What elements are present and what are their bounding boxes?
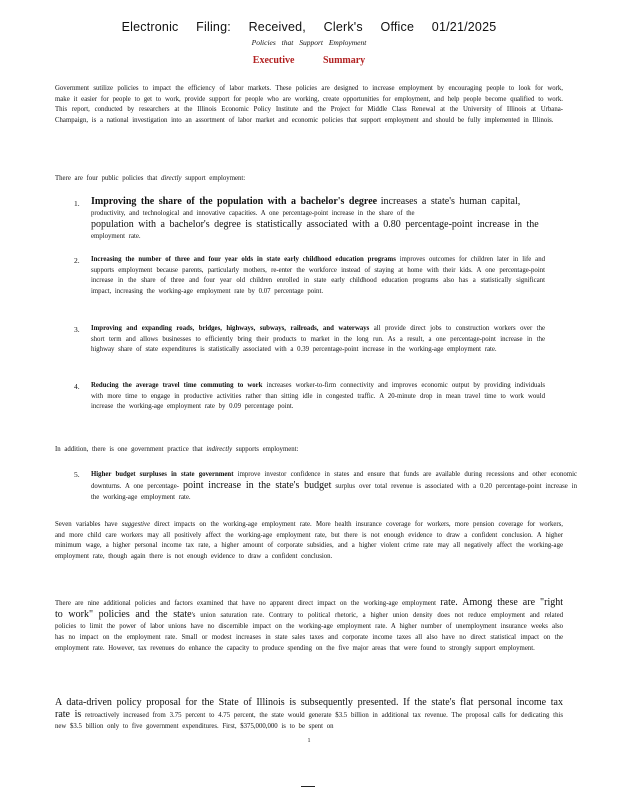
additional-factors-paragraph: There are nine additional policies and factors examined that have no apparent direct impact on the working-age employment rate. Among these are "right to work" policies and the state's union saturation rate. Contrary to political rhetoric, a higher union density does not reduce employment and related policies to limit the power of labor unions have no discernible impact on the working-age employment rate. A higher number of unemployment insurance weeks also has no impact on the employment rate. Small or modest increases in state sales taxes and corporate income taxes all also have no direct statistical impact on the employment rate. However, tax revenues do enhance the capacity to produce spending on the five major areas that were found to strongly support employment.	[55, 597, 563, 652]
list-number: 3.	[74, 325, 80, 334]
policy-item-4: Reducing the average travel time commuting to work increases worker-to-firm connectivity and improves economic output by providing individuals with more time to engage in productive activities rather than sitting idle in congested traffic. A 20-minute drop in mean travel time to work would increase the working-age employment rate by 0.09 percentage point.	[91, 382, 545, 411]
policy-proposal-paragraph: A data-driven policy proposal for the State of Illinois is subsequently presented. If the state's flat personal income tax rate is retroactively increased from 3.75 percent to 4.75 percent, the state would generate $3.5 billion in additional tax revenue. The proposal calls for dedicating this new $3.5 billion only to five government expenditures. First, $375,000,000 is to be spent on	[55, 697, 563, 730]
list-number: 5.	[74, 470, 80, 479]
suggestive-impacts-paragraph: Seven variables have suggestive direct impacts on the working-age employment rate. More health insurance coverage for workers, more pension coverage for workers, and more child care workers may all positively affect the working-age employment rate, but there is not enough evidence to draw a confident conclusion. A higher minimum wage, a higher personal income tax rate, a higher amount of corporate subsidies, and a higher violent crime rate may all negatively affect the working-age employment rate, though again there is not enough evidence to draw a confident conclusion.	[55, 521, 563, 560]
document-subtitle: Policies that Support Employment	[251, 38, 367, 47]
policy-item-3: Improving and expanding roads, bridges, highways, subways, railroads, and waterways all provide direct jobs to construction workers over the short term and allows businesses to efficiently bring their products to market in the long run. As a result, a one percentage-point increase in the highway share of state expenditures is statistically associated with a 0.39 percentage-point increase in the working-age employment rate.	[91, 325, 545, 354]
intro-paragraph: Government sutilize policies to impact the efficiency of labor markets. These policies are designed to increase employment by encouraging people to look for work, make it easier for people to get to work, provide support for people who are working, create opportunities for employment, and help people become qualified to work. This report, conducted by researchers at the Illinois Economic Policy Institute and the Project for Middle Class Renewal at the University of Illinois at Urbana-Champaign, is a national investigation into an assortment of labor market and economic policies that support employment and should be fully implemented in Illinois.	[55, 85, 563, 124]
section-heading: Executive Summary	[252, 55, 366, 66]
policy-item-2: Increasing the number of three and four year olds in state early childhood education programs improves outcomes for children later in life and supports employment because parents, particularly mothers, re-enter the workforce instead of staying at home with their kids. A one percentage-point increase in the share of three and four year old children enrolled in state early childhood education programs also has a statistically significant impact, increasing the working-age employment rate by 0.07 percentage point.	[91, 256, 545, 295]
list-number: 1.	[74, 199, 80, 208]
filing-stamp: Electronic Filing: Received, Clerk's Office 01/21/2025	[121, 20, 497, 34]
policy-item-1: Improving the share of the population with a bachelor's degree increases a state's human capital, productivity, and technological and innovative capacities. A one percentage-point increase in the share of the population with a bachelor's degree is statistically associated with a 0.80 percentage-point increase in the employment rate.	[91, 196, 539, 240]
list-number: 4.	[74, 382, 80, 391]
indirect-policies-lead: In addition, there is one government practice that indirectly supports employment:	[55, 446, 299, 453]
policy-item-5: Higher budget surpluses in state government improve investor confidence in states and ensure that funds are available during recessions and other economic downturns. A one percentage- point increase in the state's budget surplus over total revenue is associated with a 0.20 percentage-point increase in the working-age employment rate.	[91, 471, 578, 501]
page-number: 1	[307, 738, 311, 744]
direct-policies-lead: There are four public policies that directly support employment:	[55, 175, 246, 182]
list-number: 2.	[74, 256, 80, 265]
footer-divider	[301, 786, 315, 787]
